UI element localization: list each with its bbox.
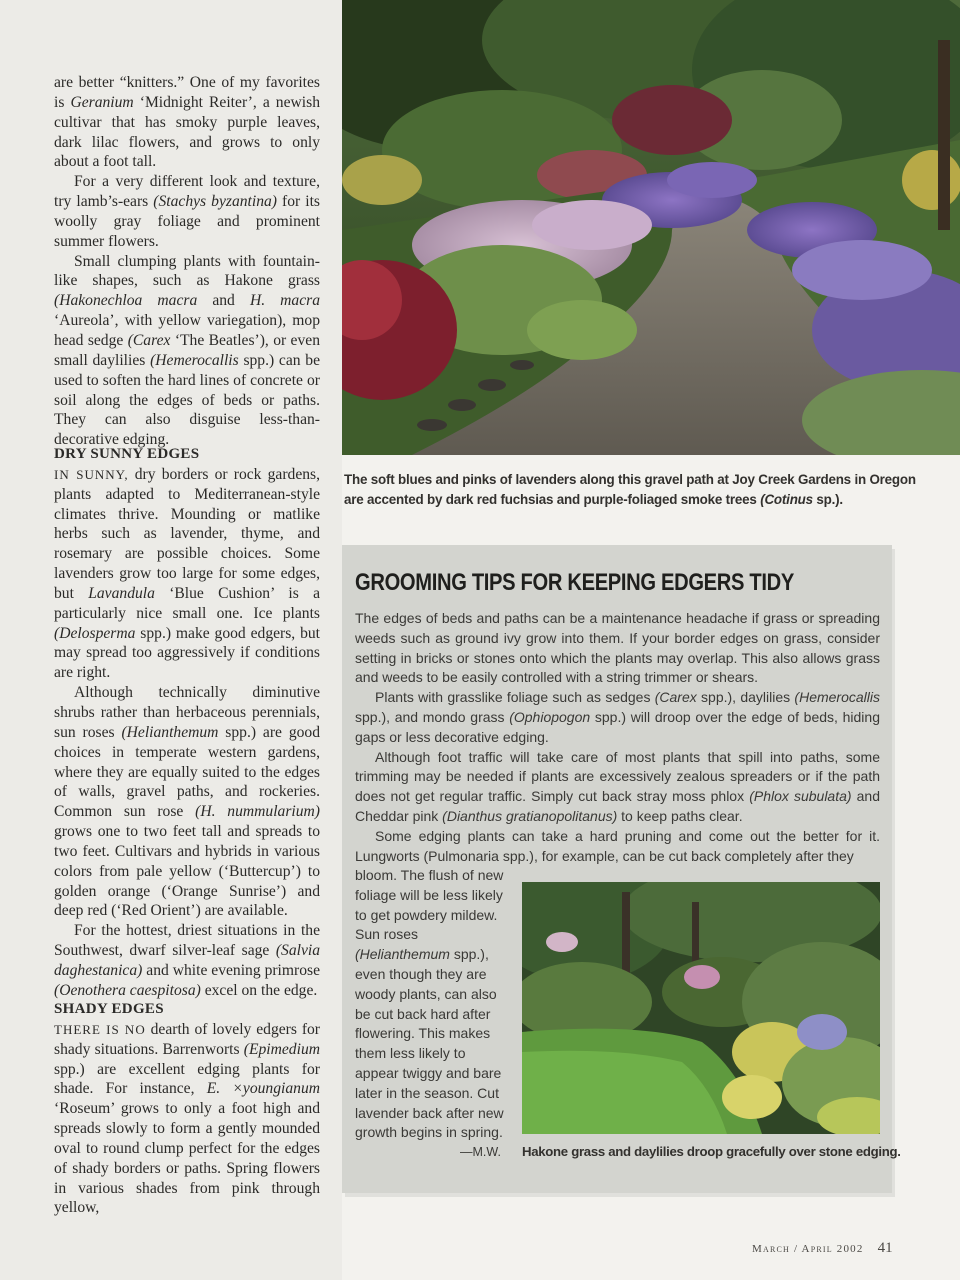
garden-path-photo <box>342 0 960 455</box>
page-folio <box>752 1240 893 1257</box>
section-heading-shady: SHADY EDGES <box>54 1001 164 1017</box>
main-photo-caption: The soft blues and pinks of lavenders along this gravel path at Joy Creek Gardens in Oregon are accented by dark red fuchsias and purple-foliaged smoke trees (Cotinus sp.). <box>344 472 916 507</box>
sidebar-paragraph: The edges of beds and paths can be a maintenance headache if grass or spreading weeds such as ground ivy grow into them. If your border edges on grass, consider setting in bricks or stones onto which the plants may overlap. This also allows grass and weeds to be easily controlled with a string trimmer or shears. <box>355 610 880 686</box>
author-signature: —M.W. <box>460 1145 501 1159</box>
dry-sunny-section <box>54 445 320 1001</box>
sun-roses-paragraph: Although technically diminutive shrubs rather than herbaceous perennials, sun roses (Helianthemum spp.) are good choices in temperate western gardens, where they are equally suited to the edges of walls, gravel paths, and rockeries. Common sun rose (H. nummularium) grows one to two feet tall and spreads to two feet. Cultivars and hybrids in various colors from pale yellow (‘Buttercup’) to golden orange (‘Orange Sunrise’) and deep red (‘Red Orient’) are available. <box>54 684 321 920</box>
issue-date: March / April 2002 <box>752 1243 864 1255</box>
small-photo-caption: Hakone grass and daylilies droop gracefully over stone edging. <box>522 1144 901 1159</box>
shady-edges-paragraph: THERE IS NO dearth of lovely edgers for shady situations. Barrenworts (Epimedium spp.) are excellent edging plants for shade. For instance, E. ×youngianum ‘Roseum’ grows to only a foot high and spreads slowly to form a gently mounded oval to round clump perfect for the edges of shady borders or paths. Spring flowers in various shades from pink through yellow, <box>54 1020 320 1217</box>
shady-edges-section <box>54 1000 320 1218</box>
grooming-tips-sidebar <box>342 545 901 1193</box>
hottest-driest-paragraph: For the hottest, driest situations in the Southwest, dwarf silver-leaf sage (Salvia daghestanica) and white evening primrose (Oenothera caespitosa) excel on the edge. <box>54 922 320 999</box>
sidebar-body <box>355 609 880 866</box>
sidebar-paragraph: bloom. The flush of new foliage will be less likely to get powdery mildew. Sun roses (Helianthemum spp.), even though they are woody plants, can also be cut back hard after flowering. This makes them less likely to appear twiggy and bare later in the season. Cut lavender back after new growth begins in spring. <box>355 867 504 1141</box>
sidebar-paragraph: Although foot traffic will take care of most plants that spill into paths, some trimming may be needed if plants are excessively zealous spreaders or if the path does not get regular traffic. Simply cut back stray moss phlox (Phlox subulata) and Cheddar pink (Dianthus gratianopolitanus) to keep paths clear. <box>355 748 881 824</box>
sidebar-title: GROOMING TIPS FOR KEEPING EDGERS TIDY <box>355 569 794 596</box>
page-number: 41 <box>877 1240 893 1256</box>
clumping-plants-paragraph: Small clumping plants with fountain-like shapes, such as Hakone grass (Hakonechloa macra and H. macra ‘Aureola’, with yellow variegation), mop head sedge (Carex ‘The Beatles’), or even small daylilies (Hemerocallis spp.) can be used to soften the hard lines of concrete or soil along the edges of beds or paths. They can also disguise less-than-decorative edging. <box>54 252 321 449</box>
section-heading-dry-sunny: DRY SUNNY EDGES <box>54 446 200 462</box>
intro-paragraph: are better “knitters.” One of my favorites is Geranium ‘Midnight Reiter’, a newish cultivar that has smoky purple leaves, dark lilac flowers, and grows to only about a foot tall. <box>54 74 320 171</box>
article-text-top <box>54 73 320 450</box>
sidebar-narrow-text <box>355 866 507 1143</box>
sidebar-paragraph: Plants with grasslike foliage such as sedges (Carex spp.), daylilies (Hemerocallis spp.), and mondo grass (Ophiopogon spp.) will droop over the edge of beds, hiding gaps or less decorative edging. <box>355 689 880 745</box>
hakone-grass-photo <box>522 882 880 1134</box>
dry-sunny-paragraph: IN SUNNY, dry borders or rock gardens, plants adapted to Mediterranean-style climates thrive. Mounding or matlike herbs such as lavender, thyme, and rosemary are possible choices. Some lavenders grow too large for some edges, but Lavandula ‘Blue Cushion’ is a particularly nice small one. Ice plants (Delosperma spp.) make good edgers, but may spread too aggressively if conditions are right. <box>54 465 321 682</box>
lambs-ears-paragraph: For a very different look and texture, try lamb’s-ears (Stachys byzantina) for its woolly gray foliage and prominent summer flowers. <box>54 173 321 250</box>
sidebar-paragraph: Some edging plants can take a hard pruning and come out the better for it. Lungworts (Pulmonaria spp.), for example, can be cut back completely after they <box>355 827 880 864</box>
left-column <box>0 0 342 1280</box>
